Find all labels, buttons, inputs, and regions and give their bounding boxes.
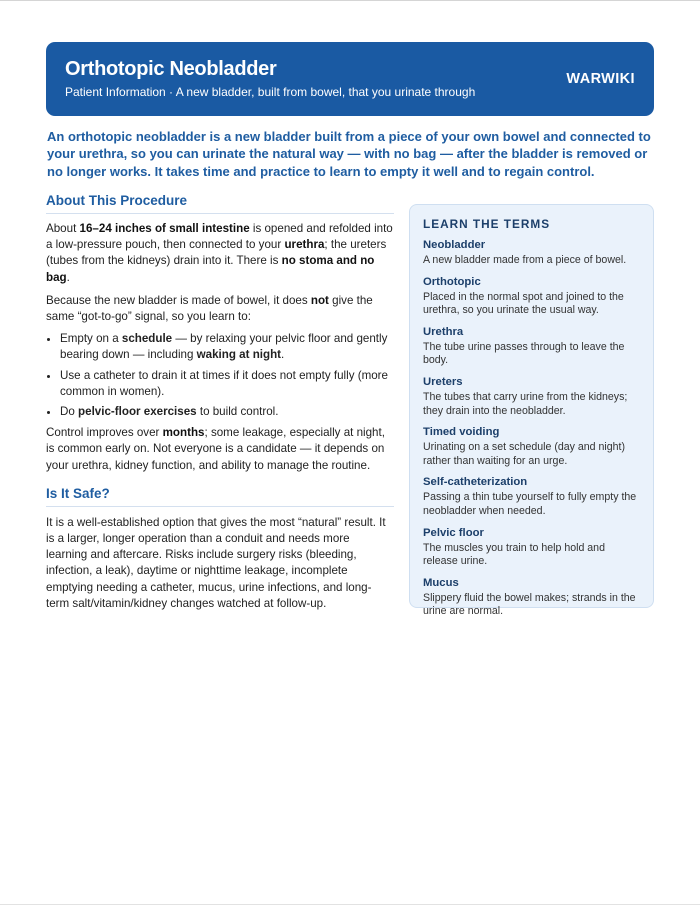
glossary-term	[423, 576, 641, 619]
list-item: • Use a catheter to drain it at times if it does not empty fully (more common in women).	[60, 368, 394, 400]
term-name: Ureters	[423, 375, 463, 388]
term-definition: The muscles you train to help hold and release urine.	[423, 541, 605, 568]
term-name: Orthotopic	[423, 275, 481, 288]
glossary-term	[423, 325, 641, 368]
section-heading-about: About This Procedure	[46, 193, 394, 214]
glossary-sidebar	[409, 204, 654, 618]
term-name: Pelvic floor	[423, 526, 484, 539]
about-paragraph-3: Control improves over months; some leakage, especially at night, is common early on. Not everyone is a candidate — it depends on your urethra, kidney function, and ability to manage the routine.	[46, 426, 385, 472]
glossary-term	[423, 375, 641, 418]
top-divider	[0, 0, 700, 1]
glossary-term	[423, 475, 641, 518]
term-definition: Passing a thin tube yourself to fully empty the neobladder when needed.	[423, 491, 637, 517]
term-definition: A new bladder made from a piece of bowel.	[423, 254, 627, 266]
term-name: Self-catheterization	[423, 476, 528, 489]
glossary-heading: LEARN THE TERMS	[423, 217, 551, 231]
about-paragraph-2: Because the new bladder is made of bowel, it does not give the same “got-to-go” signal, so you learn to:	[46, 293, 373, 324]
list-item: • Do pelvic-floor exercises to build control.	[60, 404, 394, 420]
main-column	[46, 193, 394, 612]
term-name: Neobladder	[423, 239, 486, 251]
brand-logo-text: WARWIKI	[566, 71, 635, 87]
term-definition: The tubes that carry urine from the kidneys; they drain into the neobladder.	[423, 390, 628, 417]
glossary-term	[423, 425, 641, 468]
about-paragraph-1: About 16–24 inches of small intestine is opened and refolded into a low-pressure pouch, then connected to your urethra; the ureters (tubes from the kidneys) drain into it. There is no stoma and no bag.	[46, 222, 393, 284]
term-definition: Urinating on a set schedule (day and night) rather than waiting for an urge.	[423, 441, 625, 467]
page-subtitle: Patient Information · A new bladder, built from bowel, that you urinate through	[65, 85, 476, 99]
page-header	[46, 42, 654, 116]
page-title: Orthotopic Neobladder	[65, 58, 277, 80]
list-item: • Empty on a schedule — by relaxing your pelvic floor and gently bearing down — including waking at night.	[60, 331, 394, 363]
term-definition: The tube urine passes through to leave the body.	[423, 340, 625, 367]
term-name: Mucus	[423, 576, 459, 589]
learn-list	[46, 331, 394, 420]
glossary-term	[423, 526, 641, 569]
bottom-divider	[0, 904, 700, 905]
term-definition: Placed in the normal spot and joined to the urethra, so you urinate the usual way.	[423, 290, 624, 317]
safety-paragraph: It is a well-established option that gives the most “natural” result. It is a larger, longer operation than a conduit and needs more learning and aftercare. Risks include surgery risks (bleeding, infection, a leak), daytime or nighttime leakage, incomplete emptying needing a catheter, mucus, urine infections, and long-term salt/vitamin/kidney changes watched at follow-up.	[46, 515, 386, 610]
glossary-term	[423, 275, 641, 318]
intro-summary: An orthotopic neobladder is a new bladder built from a piece of your own bowel and connected to your urethra, so you can urinate the natural way — with no bag — after the bladder is removed or no longer works. It takes time and practice to learn to empty it well and to regain control.	[47, 129, 651, 179]
section-heading-safety: Is It Safe?	[46, 486, 394, 507]
glossary-term	[423, 238, 641, 268]
term-definition: Slippery fluid the bowel makes; strands in the urine are normal.	[423, 591, 636, 618]
term-name: Timed voiding	[423, 426, 500, 439]
term-name: Urethra	[423, 325, 464, 338]
